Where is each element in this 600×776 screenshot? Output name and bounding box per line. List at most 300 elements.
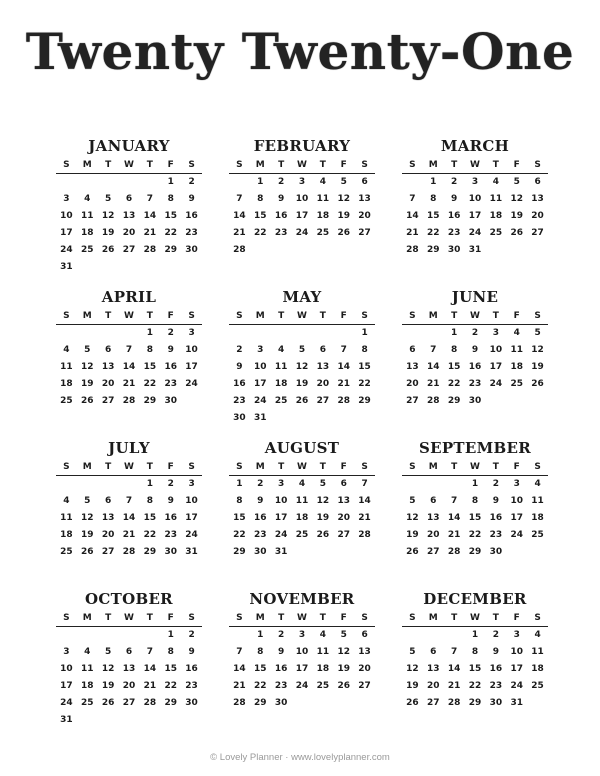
date-cell: 28: [447, 698, 461, 708]
date-cell: 2: [471, 328, 479, 338]
date-cell: 21: [447, 681, 461, 691]
date-cell: 20: [406, 379, 419, 389]
weekday-label: W: [470, 613, 480, 623]
date-cell: 6: [105, 496, 112, 506]
date-cell: 24: [510, 530, 523, 540]
date-cell: 6: [361, 177, 368, 187]
date-cell: 26: [337, 228, 350, 238]
date-cell: 14: [122, 513, 136, 523]
date-cell: 15: [143, 513, 157, 523]
date-cell: 9: [492, 496, 499, 506]
date-cell: 17: [489, 362, 503, 372]
weekday-label: M: [428, 613, 438, 623]
empty-cell: [139, 627, 160, 644]
date-cell: 3: [278, 479, 285, 489]
date-cell: 25: [295, 530, 309, 540]
weekday-label: S: [534, 160, 541, 170]
date-cell: 1: [257, 177, 264, 187]
weekday-label: M: [82, 613, 92, 623]
weekday-label: W: [470, 160, 480, 170]
date-cell: 26: [510, 228, 523, 238]
empty-cell: [119, 174, 140, 191]
date-cell: 26: [337, 681, 350, 691]
weekday-label: S: [188, 462, 195, 472]
date-cell: 19: [101, 681, 115, 691]
date-cell: 8: [257, 194, 264, 204]
weekday-label: T: [451, 613, 458, 623]
weekday-label: T: [319, 462, 326, 472]
date-cell: 12: [510, 194, 523, 204]
date-cell: 13: [406, 362, 419, 372]
date-cell: 2: [236, 345, 243, 355]
date-cell: 2: [492, 630, 499, 640]
date-cell: 21: [337, 379, 350, 389]
date-cell: 21: [447, 530, 461, 540]
date-cell: 11: [81, 211, 94, 221]
weekday-label: F: [340, 160, 347, 170]
date-cell: 5: [298, 345, 306, 355]
weekday-label: F: [513, 160, 520, 170]
date-grid: [56, 173, 202, 276]
weekday-label: T: [492, 311, 499, 321]
date-cell: 31: [274, 547, 288, 557]
date-cell: 16: [274, 211, 288, 221]
empty-cell: [77, 174, 98, 191]
date-cell: 16: [489, 664, 503, 674]
date-cell: 31: [60, 262, 73, 272]
date-cell: 28: [143, 245, 157, 255]
date-cell: 28: [233, 698, 246, 708]
date-cell: 5: [340, 177, 347, 187]
date-cell: 23: [185, 681, 198, 691]
weekday-label: S: [63, 462, 70, 472]
month-september: [402, 438, 548, 589]
empty-cell: [444, 627, 465, 644]
empty-cell: [250, 325, 271, 342]
weekday-label: T: [278, 160, 285, 170]
date-cell: 20: [122, 228, 136, 238]
date-cell: 15: [164, 211, 177, 221]
date-cell: 27: [101, 396, 115, 406]
date-cell: 2: [167, 479, 174, 489]
weekday-label: M: [255, 160, 265, 170]
date-cell: 16: [489, 513, 503, 523]
weekday-label: T: [278, 462, 285, 472]
date-cell: 31: [468, 245, 482, 255]
date-cell: 25: [510, 379, 523, 389]
date-cell: 25: [60, 547, 73, 557]
empty-cell: [292, 325, 313, 342]
date-cell: 29: [143, 396, 157, 406]
date-cell: 7: [125, 496, 133, 506]
date-cell: 6: [319, 345, 326, 355]
date-cell: 16: [447, 211, 461, 221]
date-cell: 3: [298, 177, 306, 187]
date-cell: 22: [358, 379, 371, 389]
date-cell: 29: [143, 547, 157, 557]
month-june: [402, 287, 548, 438]
weekday-label: M: [255, 613, 265, 623]
date-cell: 12: [406, 513, 419, 523]
weekday-label: S: [361, 613, 368, 623]
date-cell: 21: [143, 228, 157, 238]
date-cell: 15: [254, 664, 267, 674]
date-cell: 11: [60, 362, 73, 372]
empty-cell: [98, 325, 119, 342]
date-cell: 26: [531, 379, 544, 389]
date-cell: 23: [185, 228, 198, 238]
date-cell: 15: [468, 664, 482, 674]
weekday-label: T: [451, 160, 458, 170]
date-cell: 20: [427, 681, 440, 691]
date-cell: 15: [427, 211, 440, 221]
date-cell: 28: [143, 698, 157, 708]
date-cell: 12: [295, 362, 309, 372]
date-cell: 16: [164, 362, 177, 372]
date-cell: 17: [510, 513, 523, 523]
date-cell: 29: [233, 547, 246, 557]
date-cell: 12: [101, 211, 115, 221]
weekday-label: W: [124, 311, 134, 321]
date-grid: [229, 173, 375, 259]
weekday-header: [56, 157, 202, 173]
date-cell: 7: [146, 647, 153, 657]
date-cell: 14: [447, 513, 461, 523]
date-cell: 9: [451, 194, 458, 204]
date-cell: 29: [468, 547, 482, 557]
empty-cell: [56, 174, 77, 191]
date-cell: 21: [406, 228, 419, 238]
month-name: MAY: [282, 288, 322, 306]
date-cell: 21: [358, 513, 371, 523]
date-cell: 26: [316, 530, 330, 540]
date-cell: 15: [164, 664, 177, 674]
date-cell: 9: [257, 496, 264, 506]
weekday-label: S: [63, 311, 70, 321]
weekday-label: T: [319, 160, 326, 170]
weekday-label: S: [361, 462, 368, 472]
date-cell: 10: [60, 664, 73, 674]
weekday-header: [56, 610, 202, 626]
date-cell: 19: [101, 228, 115, 238]
empty-cell: [77, 627, 98, 644]
date-cell: 31: [185, 547, 198, 557]
date-cell: 29: [254, 698, 267, 708]
date-cell: 7: [146, 194, 153, 204]
date-cell: 23: [489, 530, 503, 540]
date-cell: 14: [233, 211, 246, 221]
date-cell: 4: [513, 328, 520, 338]
weekday-label: S: [409, 613, 416, 623]
date-cell: 17: [510, 664, 523, 674]
date-grid: [56, 626, 202, 729]
weekday-label: T: [146, 462, 153, 472]
date-cell: 28: [122, 547, 136, 557]
date-cell: 10: [510, 647, 523, 657]
weekday-label: F: [513, 462, 520, 472]
date-cell: 30: [447, 245, 461, 255]
date-cell: 24: [60, 698, 73, 708]
empty-cell: [98, 174, 119, 191]
weekday-label: W: [124, 462, 134, 472]
date-cell: 13: [101, 362, 115, 372]
date-cell: 29: [427, 245, 440, 255]
date-cell: 13: [122, 664, 136, 674]
date-cell: 8: [471, 647, 479, 657]
weekday-label: F: [340, 311, 347, 321]
weekday-label: T: [319, 311, 326, 321]
date-cell: 18: [81, 681, 94, 691]
date-cell: 24: [468, 228, 482, 238]
empty-cell: [119, 476, 140, 493]
date-cell: 25: [531, 681, 544, 691]
weekday-label: S: [236, 613, 243, 623]
date-cell: 7: [409, 194, 416, 204]
month-name: FEBRUARY: [253, 137, 351, 155]
date-cell: 17: [295, 211, 309, 221]
empty-cell: [423, 627, 444, 644]
date-cell: 22: [143, 379, 157, 389]
date-cell: 23: [164, 379, 177, 389]
date-cell: 18: [295, 513, 309, 523]
date-cell: 20: [101, 379, 115, 389]
weekday-label: T: [105, 462, 112, 472]
date-cell: 8: [430, 194, 437, 204]
date-cell: 18: [316, 211, 330, 221]
date-cell: 9: [471, 345, 479, 355]
date-cell: 17: [254, 379, 267, 389]
date-cell: 8: [236, 496, 243, 506]
date-cell: 20: [122, 681, 136, 691]
date-cell: 25: [81, 245, 94, 255]
date-cell: 30: [489, 547, 503, 557]
weekday-header: [402, 308, 548, 324]
date-cell: 21: [143, 681, 157, 691]
month-name: APRIL: [101, 288, 157, 306]
date-cell: 6: [361, 630, 368, 640]
page-title: Twenty Twenty-One: [25, 22, 575, 81]
weekday-label: F: [167, 613, 174, 623]
weekday-label: T: [105, 613, 112, 623]
weekday-label: T: [146, 311, 153, 321]
date-cell: 18: [489, 211, 503, 221]
date-cell: 19: [81, 530, 94, 540]
date-cell: 23: [489, 681, 503, 691]
date-cell: 5: [409, 496, 416, 506]
date-cell: 10: [185, 496, 198, 506]
date-cell: 8: [361, 345, 368, 355]
date-cell: 5: [84, 345, 91, 355]
month-january: [56, 136, 202, 287]
month-october: [56, 589, 202, 740]
date-cell: 11: [510, 345, 523, 355]
weekday-header: [229, 157, 375, 173]
date-cell: 20: [316, 379, 330, 389]
date-cell: 11: [295, 496, 309, 506]
weekday-label: F: [167, 160, 174, 170]
date-cell: 23: [274, 228, 288, 238]
date-cell: 28: [233, 245, 246, 255]
date-cell: 19: [510, 211, 523, 221]
weekday-label: W: [124, 160, 134, 170]
date-cell: 30: [164, 547, 177, 557]
weekday-label: S: [63, 160, 70, 170]
date-cell: 17: [468, 211, 482, 221]
date-cell: 24: [295, 228, 309, 238]
date-cell: 21: [427, 379, 440, 389]
weekday-header: [229, 308, 375, 324]
weekday-label: F: [513, 311, 520, 321]
date-cell: 13: [427, 664, 440, 674]
date-cell: 10: [489, 345, 503, 355]
month-may: [229, 287, 375, 438]
date-cell: 7: [236, 194, 243, 204]
date-cell: 22: [468, 681, 482, 691]
date-cell: 20: [101, 530, 115, 540]
date-cell: 8: [451, 345, 458, 355]
date-cell: 11: [274, 362, 288, 372]
date-cell: 15: [358, 362, 371, 372]
month-name: OCTOBER: [85, 590, 173, 608]
date-cell: 24: [295, 681, 309, 691]
date-cell: 9: [188, 194, 195, 204]
date-cell: 10: [254, 362, 267, 372]
date-grid: [56, 324, 202, 410]
weekday-label: S: [361, 160, 368, 170]
date-cell: 10: [60, 211, 73, 221]
weekday-header: [229, 610, 375, 626]
date-cell: 17: [185, 362, 198, 372]
weekday-label: W: [124, 613, 134, 623]
empty-cell: [312, 325, 333, 342]
date-cell: 19: [406, 530, 419, 540]
date-cell: 3: [188, 328, 195, 338]
date-cell: 7: [451, 496, 458, 506]
date-cell: 20: [337, 513, 350, 523]
date-cell: 27: [122, 245, 136, 255]
empty-cell: [56, 325, 77, 342]
date-cell: 13: [358, 647, 371, 657]
date-cell: 22: [254, 681, 267, 691]
weekday-label: F: [340, 613, 347, 623]
date-cell: 26: [406, 547, 419, 557]
date-cell: 21: [233, 681, 246, 691]
date-cell: 25: [316, 228, 330, 238]
date-cell: 6: [534, 177, 541, 187]
date-cell: 24: [185, 379, 198, 389]
date-cell: 11: [316, 647, 330, 657]
date-cell: 3: [513, 630, 520, 640]
date-cell: 1: [167, 630, 174, 640]
date-cell: 3: [257, 345, 264, 355]
date-cell: 4: [84, 194, 91, 204]
date-grid: [229, 324, 375, 427]
date-cell: 3: [63, 194, 70, 204]
date-cell: 29: [447, 396, 461, 406]
date-cell: 19: [337, 664, 350, 674]
date-cell: 17: [60, 228, 73, 238]
date-cell: 31: [254, 413, 267, 423]
weekday-label: W: [297, 160, 307, 170]
date-grid: [402, 626, 548, 712]
date-cell: 1: [451, 328, 458, 338]
date-cell: 12: [406, 664, 419, 674]
date-cell: 1: [361, 328, 368, 338]
date-cell: 13: [101, 513, 115, 523]
weekday-label: S: [188, 311, 195, 321]
date-cell: 2: [278, 630, 285, 640]
weekday-label: S: [409, 160, 416, 170]
date-cell: 4: [63, 345, 70, 355]
empty-cell: [423, 476, 444, 493]
weekday-label: W: [297, 613, 307, 623]
date-cell: 17: [185, 513, 198, 523]
empty-cell: [402, 325, 423, 342]
date-cell: 16: [185, 211, 198, 221]
date-cell: 6: [340, 479, 347, 489]
date-cell: 1: [430, 177, 437, 187]
date-cell: 25: [60, 396, 73, 406]
month-name: AUGUST: [264, 439, 340, 457]
date-cell: 13: [316, 362, 330, 372]
date-cell: 25: [489, 228, 503, 238]
date-cell: 18: [81, 228, 94, 238]
weekday-label: F: [167, 462, 174, 472]
weekday-label: T: [492, 462, 499, 472]
month-august: [229, 438, 375, 589]
date-cell: 25: [531, 530, 544, 540]
weekday-label: S: [236, 462, 243, 472]
weekday-label: T: [492, 613, 499, 623]
date-cell: 16: [274, 664, 288, 674]
empty-cell: [98, 476, 119, 493]
date-cell: 28: [447, 547, 461, 557]
weekday-label: W: [470, 311, 480, 321]
date-cell: 3: [298, 630, 306, 640]
date-cell: 4: [84, 647, 91, 657]
date-cell: 15: [468, 513, 482, 523]
date-cell: 9: [167, 345, 174, 355]
date-cell: 30: [468, 396, 482, 406]
weekday-label: T: [278, 613, 285, 623]
date-cell: 18: [316, 664, 330, 674]
date-cell: 26: [101, 245, 115, 255]
date-cell: 13: [122, 211, 136, 221]
date-cell: 6: [430, 496, 437, 506]
date-cell: 4: [63, 496, 70, 506]
month-april: [56, 287, 202, 438]
date-cell: 1: [257, 630, 264, 640]
empty-cell: [56, 627, 77, 644]
date-cell: 2: [188, 630, 195, 640]
empty-cell: [77, 476, 98, 493]
date-cell: 22: [254, 228, 267, 238]
date-cell: 12: [337, 647, 350, 657]
date-cell: 4: [534, 630, 541, 640]
weekday-header: [402, 459, 548, 475]
date-cell: 16: [185, 664, 198, 674]
month-name: JULY: [108, 439, 150, 457]
date-cell: 3: [513, 479, 520, 489]
empty-cell: [56, 476, 77, 493]
date-cell: 27: [337, 530, 350, 540]
date-cell: 2: [451, 177, 458, 187]
date-cell: 3: [63, 647, 70, 657]
weekday-label: T: [146, 613, 153, 623]
date-cell: 16: [164, 513, 177, 523]
footer-credit: © Lovely Planner · www.lovelyplanner.com: [210, 752, 390, 763]
date-cell: 11: [81, 664, 94, 674]
